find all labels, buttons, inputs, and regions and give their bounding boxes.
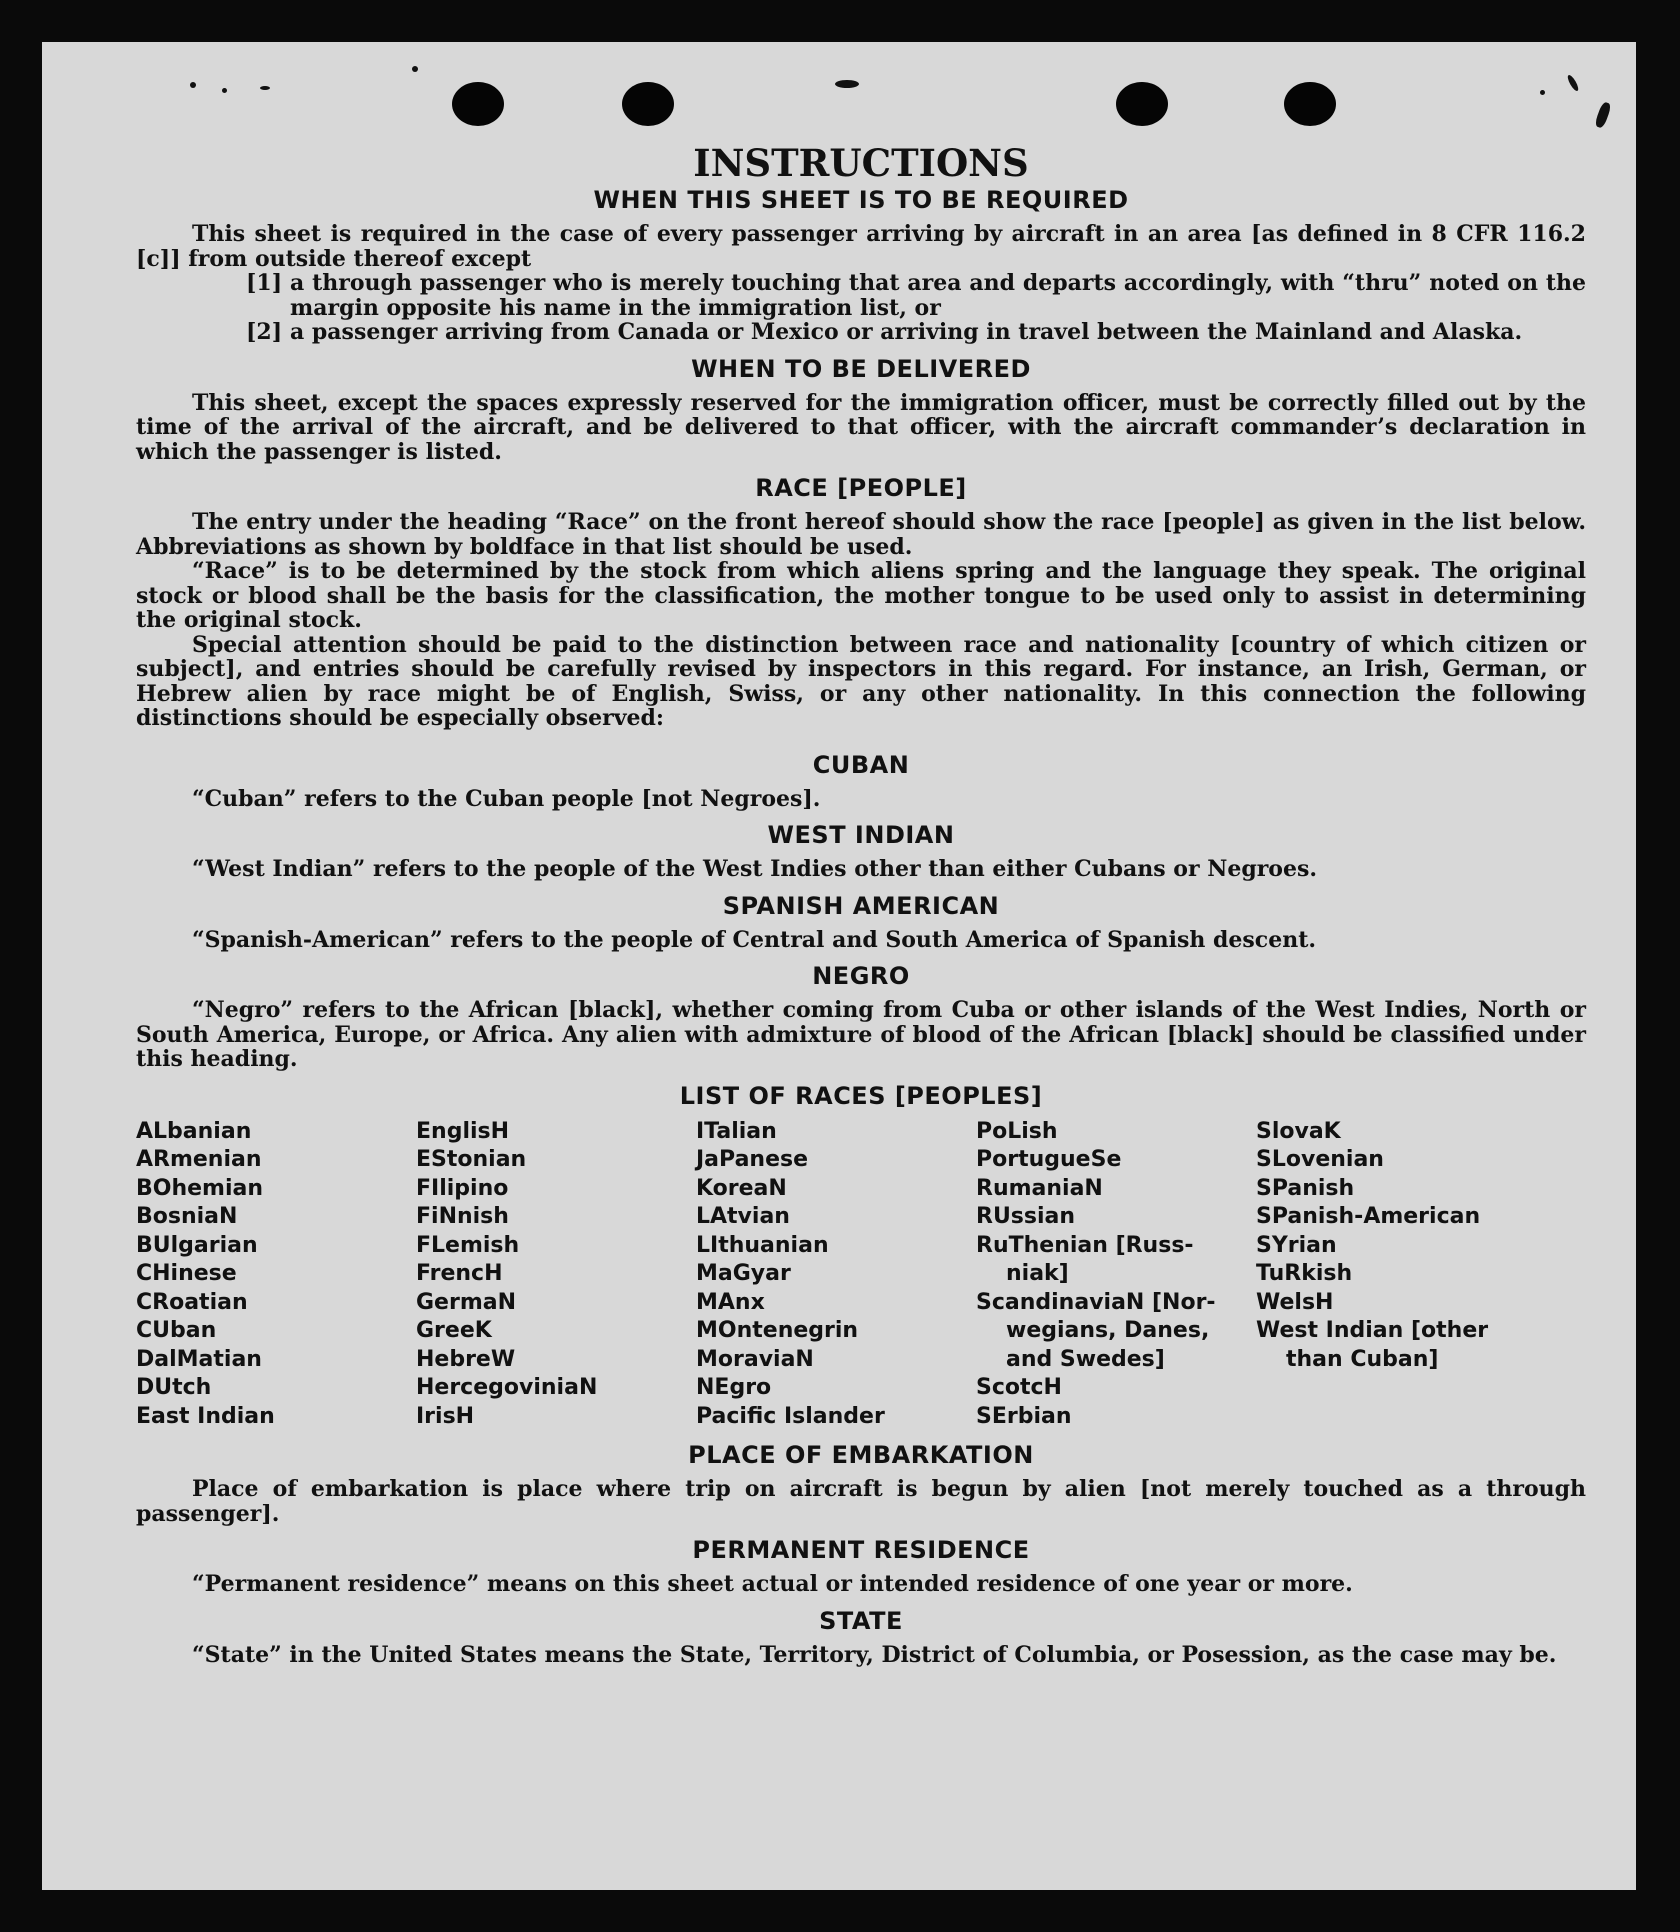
race-entry: MAnx — [696, 1289, 765, 1315]
race-entry: niak] — [1006, 1261, 1069, 1286]
punch-hole — [1116, 82, 1168, 126]
races-list — [136, 1118, 1586, 1432]
punch-hole — [1284, 82, 1336, 126]
section-heading-race: RACE [PEOPLE] — [755, 474, 967, 502]
scan-speck — [260, 86, 270, 90]
punch-hole — [622, 82, 674, 126]
race-entry: and Swedes] — [1006, 1346, 1165, 1372]
race-entry: wegians, Danes, — [1006, 1318, 1210, 1343]
race-entry: FIlipino — [416, 1175, 509, 1201]
required-intro: This sheet is required in the case of every passenger arriving by aircraft in an area [as defined in 8 CFR 116.2 [c]] from outside thereof except — [136, 221, 1586, 272]
scan-speck — [190, 82, 196, 88]
section-heading-cuban: CUBAN — [812, 750, 910, 779]
race-entry: RuThenian [Russ- — [976, 1232, 1194, 1258]
race-entry: CRoatian — [136, 1289, 248, 1315]
scan-speck — [412, 66, 418, 72]
spanish-american-text: “Spanish-American” refers to the people of Central and South America of Spanish descent. — [192, 926, 1317, 953]
race-entry: FrencH — [416, 1261, 503, 1286]
race-entry: FLemish — [416, 1232, 520, 1258]
west-indian-text: “West Indian” refers to the people of the West Indies other than either Cubans or Negroes. — [192, 856, 1318, 882]
embarkation-text: Place of embarkation is place where trip on aircraft is begun by alien [not merely touched as a through passenger]. — [136, 1476, 1586, 1527]
races-column — [1256, 1118, 1536, 1432]
race-entry: Pacific Islander — [696, 1403, 885, 1429]
exception-text: a passenger arriving from Canada or Mexico or arriving in travel between the Mainland and Alaska. — [290, 319, 1523, 345]
race-entry: SErbian — [976, 1403, 1072, 1429]
race-entry: ALbanian — [136, 1118, 252, 1144]
race-entry: MOntenegrin — [696, 1318, 859, 1343]
race-paragraph: The entry under the heading “Race” on the front hereof should show the race [people] as given in the list below. Abbreviations as shown by boldface in that list should be used. — [136, 509, 1586, 560]
race-entry: FiNnish — [416, 1204, 509, 1229]
race-entry: DUtch — [136, 1375, 212, 1400]
exception-number: [1] — [246, 270, 283, 296]
race-entry: West Indian [other — [1256, 1318, 1489, 1343]
race-entry: RUssian — [976, 1204, 1076, 1229]
race-entry: RumaniaN — [976, 1175, 1103, 1201]
scan-speck — [222, 88, 227, 93]
exceptions-list — [246, 271, 1586, 345]
section-heading-required: WHEN THIS SHEET IS TO BE REQUIRED — [593, 186, 1129, 214]
race-entry: KoreaN — [696, 1175, 787, 1201]
race-entry: ScotcH — [976, 1375, 1062, 1400]
race-entry: WelsH — [1256, 1289, 1334, 1315]
state-text: “State” in the United States means the State, Territory, District of Columbia, or Posession, as the case may be. — [192, 1641, 1557, 1668]
race-entry: LAtvian — [696, 1204, 790, 1229]
scan-speck — [1594, 101, 1612, 129]
section-heading-delivered: WHEN TO BE DELIVERED — [691, 354, 1031, 383]
race-entry: JaPanese — [696, 1147, 809, 1172]
race-entry: ScandinaviaN [Nor- — [976, 1289, 1216, 1315]
race-entry: than Cuban] — [1286, 1346, 1439, 1372]
instructions-content — [136, 142, 1586, 1667]
race-entry: HercegoviniaN — [416, 1375, 598, 1400]
race-entry: ITalian — [696, 1118, 777, 1144]
negro-text: “Negro” refers to the African [black], whether coming from Cuba or other islands of the West Indies, North or South America, Europe, or Africa. Any alien with admixture of blood of the African [black] should be classified under this heading. — [136, 997, 1586, 1072]
race-entry: SYrian — [1256, 1232, 1337, 1258]
race-entry: NEgro — [696, 1375, 772, 1400]
race-entry: EnglisH — [416, 1118, 510, 1144]
section-heading-west-indian: WEST INDIAN — [767, 821, 955, 849]
race-entry: IrisH — [416, 1403, 475, 1429]
cuban-text: “Cuban” refers to the Cuban people [not Negroes]. — [192, 785, 821, 812]
races-column — [696, 1118, 976, 1432]
race-entry: HebreW — [416, 1346, 516, 1372]
scan-speck — [1540, 90, 1545, 95]
race-entry: PoLish — [976, 1118, 1058, 1144]
race-entry: SPanish-American — [1256, 1204, 1481, 1229]
section-heading-spanish-american: SPANISH AMERICAN — [722, 891, 1000, 920]
section-heading-negro: NEGRO — [812, 962, 910, 990]
residence-text: “Permanent residence” means on this sheet actual or intended residence of one year or more. — [192, 1571, 1353, 1597]
exception-item — [246, 320, 1586, 345]
punch-hole — [452, 82, 504, 126]
race-entry: SPanish — [1256, 1175, 1355, 1201]
exception-text: a through passenger who is merely touching that area and departs accordingly, with “thru” noted on the margin opposite his name in the immigration list, or — [290, 270, 1586, 321]
race-entry: SlovaK — [1256, 1118, 1341, 1144]
delivered-text: This sheet, except the spaces expressly reserved for the immigration officer, must be correctly filled out by the time of the arrival of the aircraft, and be delivered to that officer, with the aircraft commander’s declaration in which the passenger is listed. — [136, 389, 1586, 465]
race-entry: MoraviaN — [696, 1346, 814, 1372]
section-heading-residence: PERMANENT RESIDENCE — [692, 1536, 1030, 1564]
section-heading-list-of-races: LIST OF RACES [PEOPLES] — [679, 1081, 1043, 1110]
race-entry: BUlgarian — [136, 1232, 258, 1258]
race-entry: BOhemian — [136, 1175, 264, 1201]
section-heading-state: STATE — [819, 1606, 903, 1635]
document-sheet — [42, 42, 1636, 1890]
race-entry: GreeK — [416, 1318, 492, 1343]
race-entry: LIthuanian — [696, 1232, 829, 1258]
races-column — [416, 1118, 696, 1432]
race-entry: PortugueSe — [976, 1147, 1122, 1172]
races-column — [136, 1118, 416, 1432]
races-column — [976, 1118, 1256, 1432]
race-entry: ARmenian — [136, 1147, 262, 1172]
race-entry: CUban — [136, 1318, 217, 1343]
document-title: INSTRUCTIONS — [693, 141, 1029, 185]
race-entry: DalMatian — [136, 1346, 262, 1372]
race-entry: TuRkish — [1256, 1261, 1353, 1286]
exception-number: [2] — [246, 319, 283, 345]
scan-speck — [1566, 74, 1580, 93]
race-entry: CHinese — [136, 1261, 237, 1286]
race-paragraph: “Race” is to be determined by the stock from which aliens spring and the language they speak. The original stock or blood shall be the basis for the classification, the mother tongue to be used only to assist in determining the original stock. — [136, 558, 1586, 633]
exception-item — [246, 271, 1586, 320]
section-heading-embarkation: PLACE OF EMBARKATION — [688, 1441, 1034, 1469]
scan-speck — [835, 80, 859, 88]
race-entry: East Indian — [136, 1403, 275, 1429]
race-paragraph: Special attention should be paid to the distinction between race and nationality [country of which citizen or subject], and entries should be carefully revised by inspectors in this regard. For instance, an Irish, German, or Hebrew alien by race might be of English, Swiss, or any other nationality. In this connection the following distinctions should be especially observed: — [136, 631, 1586, 731]
race-entry: GermaN — [416, 1289, 517, 1315]
race-entry: MaGyar — [696, 1261, 791, 1286]
race-entry: SLovenian — [1256, 1147, 1384, 1172]
race-entry: EStonian — [416, 1147, 527, 1172]
race-entry: BosniaN — [136, 1204, 238, 1229]
